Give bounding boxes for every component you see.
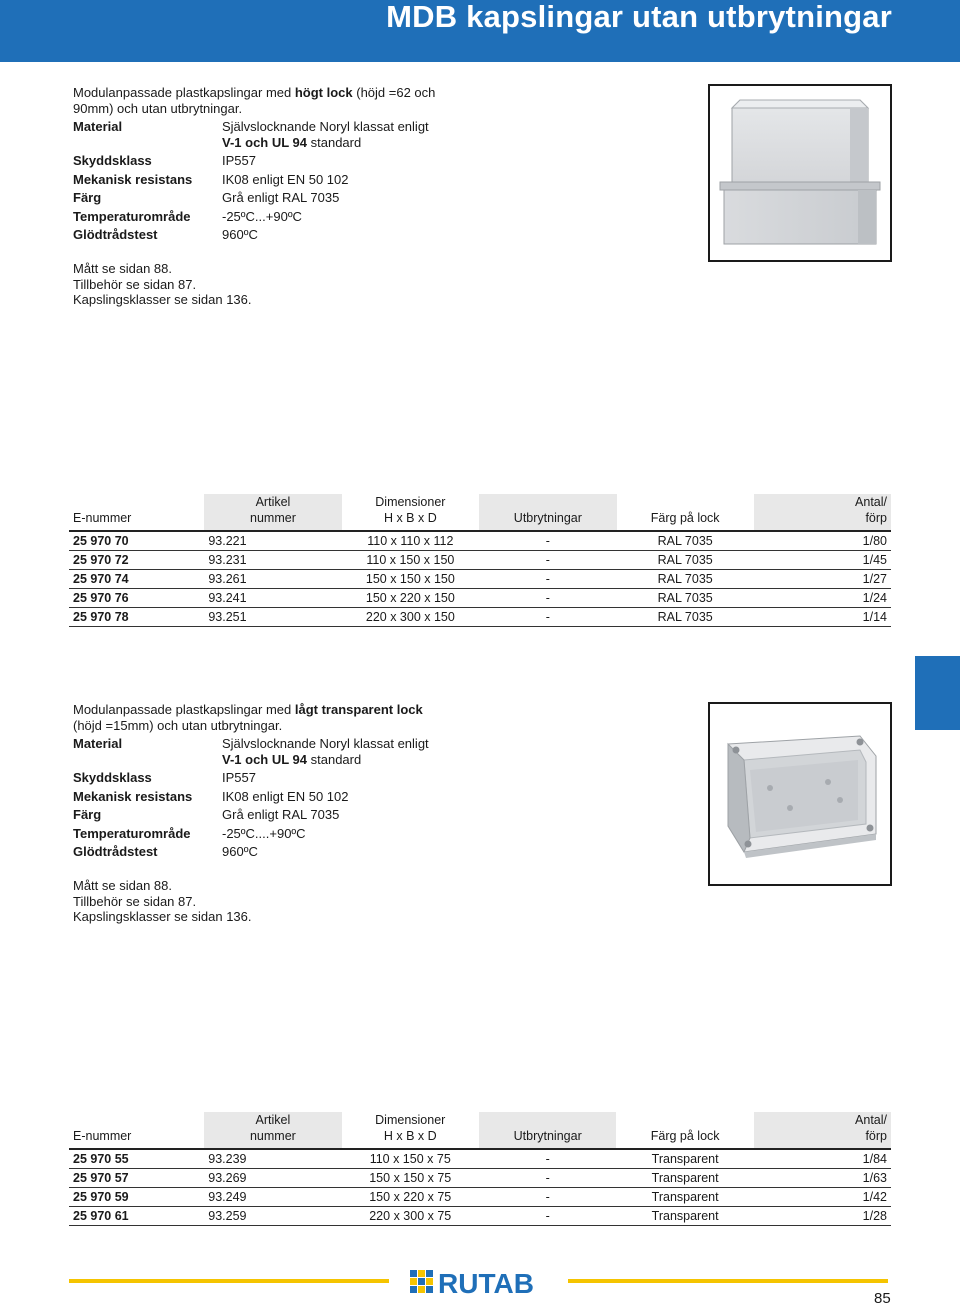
table-row	[69, 1188, 891, 1207]
footer-rule-left	[69, 1279, 389, 1283]
cell-e-nummer: 25 970 76	[69, 589, 204, 608]
cell-utbrytningar: -	[479, 551, 616, 570]
cell-farg: Transparent	[616, 1207, 753, 1226]
page-number: 85	[874, 1290, 891, 1307]
spec-value-line: Självslocknande Noryl klassat enligt	[222, 119, 429, 134]
spec-label: Mekanisk resistans	[73, 171, 193, 187]
spec-value: 960ºC	[222, 227, 258, 242]
cell-e-nummer: 25 970 55	[69, 1149, 204, 1169]
col-header-dimensioner: Dimensioner H x B x D	[342, 1112, 479, 1149]
spec-row-temperatur	[73, 826, 473, 842]
table-row	[69, 589, 891, 608]
cell-antal: 1/84	[754, 1149, 891, 1169]
spec-value-bold: V-1 och UL 94	[222, 134, 308, 150]
col-header-utbrytningar: Utbrytningar	[479, 494, 616, 531]
cell-e-nummer: 25 970 59	[69, 1188, 204, 1207]
spec-row-glodtrad	[73, 844, 473, 860]
note-line: Kapslingsklasser se sidan 136.	[73, 909, 252, 924]
cell-dimensioner: 110 x 150 x 150	[342, 551, 480, 570]
table-row	[69, 1207, 891, 1226]
cell-utbrytningar: -	[479, 1149, 616, 1169]
intro-highlight: högt lock	[294, 85, 353, 100]
cell-artikel: 93.221	[204, 531, 341, 551]
spec-row-material	[73, 736, 473, 767]
cell-farg: RAL 7035	[617, 531, 754, 551]
col-header-artikel: Artikel nummer	[204, 1112, 341, 1149]
svg-text:RUTAB: RUTAB	[438, 1268, 534, 1297]
table-row	[69, 570, 891, 589]
cell-e-nummer: 25 970 61	[69, 1207, 204, 1226]
cell-farg: Transparent	[616, 1169, 753, 1188]
cell-artikel: 93.251	[204, 608, 341, 627]
cell-e-nummer: 25 970 70	[69, 531, 204, 551]
enclosure-low-lid-illustration	[710, 704, 890, 884]
spec-row-mekanisk	[73, 172, 473, 188]
spec-value: IP557	[222, 770, 256, 785]
product-image-low-lid	[708, 702, 892, 886]
cell-utbrytningar: -	[479, 589, 616, 608]
spec-value: IK08 enligt EN 50 102	[222, 171, 349, 187]
note-line: Mått se sidan 88.	[73, 878, 172, 893]
table-row	[69, 551, 891, 570]
spec-label: Material	[73, 119, 123, 134]
spec-label: Material	[73, 736, 123, 751]
spec-value: IK08 enligt EN 50 102	[222, 788, 349, 804]
spec-value-line: Självslocknande Noryl klassat enligt	[222, 736, 429, 751]
cell-antal: 1/24	[754, 589, 891, 608]
cell-antal: 1/42	[754, 1188, 891, 1207]
cell-dimensioner: 110 x 150 x 75	[342, 1149, 479, 1169]
spec-row-glodtrad	[73, 227, 473, 243]
cell-artikel: 93.249	[204, 1188, 341, 1207]
cell-farg: RAL 7035	[617, 570, 754, 589]
spec-label: Mekanisk resistans	[73, 788, 193, 804]
cell-e-nummer: 25 970 74	[69, 570, 204, 589]
cell-e-nummer: 25 970 57	[69, 1169, 204, 1188]
col-header-antal: Antal/ förp	[754, 494, 891, 531]
cell-utbrytningar: -	[479, 570, 616, 589]
spec-row-farg	[73, 190, 473, 206]
spec-label: Skyddsklass	[73, 153, 152, 168]
rutab-logo	[410, 1267, 550, 1297]
cell-utbrytningar: -	[479, 531, 616, 551]
spec-row-skyddsklass	[73, 153, 473, 169]
cell-farg: Transparent	[616, 1149, 753, 1169]
cell-dimensioner: 150 x 150 x 75	[342, 1169, 479, 1188]
table-row	[69, 1169, 891, 1188]
spec-label: Färg	[73, 190, 102, 205]
intro-highlight: lågt transparent lock	[294, 702, 423, 717]
section1-specs	[73, 119, 473, 246]
intro-text: Modulanpassade plastkapslingar med	[73, 702, 295, 717]
col-header-dimensioner: Dimensioner H x B x D	[342, 494, 480, 531]
col-header-farg: Färg på lock	[617, 494, 754, 531]
table-row	[69, 1149, 891, 1169]
spec-value: -25ºC....+90ºC	[222, 825, 306, 841]
product-table-low-lid	[69, 1112, 891, 1226]
spec-value	[222, 119, 473, 150]
spec-label: Temperaturområde	[73, 208, 191, 224]
spec-label: Glödtrådstest	[73, 227, 158, 242]
cell-antal: 1/80	[754, 531, 891, 551]
spec-row-material	[73, 119, 473, 150]
cell-dimensioner: 150 x 220 x 75	[342, 1188, 479, 1207]
cell-dimensioner: 220 x 300 x 75	[342, 1207, 479, 1226]
enclosure-high-lid-illustration	[710, 86, 890, 260]
spec-label: Färg	[73, 807, 102, 822]
spec-label: Skyddsklass	[73, 770, 152, 785]
spec-value: IP557	[222, 153, 256, 168]
cell-antal: 1/28	[754, 1207, 891, 1226]
cell-antal: 1/14	[754, 608, 891, 627]
cell-dimensioner: 150 x 150 x 150	[342, 570, 480, 589]
cell-utbrytningar: -	[479, 1207, 616, 1226]
cell-farg: RAL 7035	[617, 551, 754, 570]
cell-antal: 1/45	[754, 551, 891, 570]
intro-text: Modulanpassade plastkapslingar med	[73, 85, 295, 100]
cell-farg: RAL 7035	[617, 608, 754, 627]
cell-e-nummer: 25 970 72	[69, 551, 204, 570]
spec-value: 960ºC	[222, 844, 258, 859]
cell-utbrytningar: -	[479, 1169, 616, 1188]
col-header-e-nummer: E-nummer	[69, 1112, 204, 1149]
product-image-high-lid	[708, 84, 892, 262]
note-line: Tillbehör se sidan 87.	[73, 276, 197, 292]
product-table-high-lid	[69, 494, 891, 627]
col-header-artikel: Artikel nummer	[204, 494, 341, 531]
cell-farg: Transparent	[616, 1188, 753, 1207]
spec-label: Glödtrådstest	[73, 844, 158, 859]
side-tab-marker	[915, 656, 960, 730]
cell-artikel: 93.241	[204, 589, 341, 608]
section2-notes	[73, 878, 252, 925]
spec-row-mekanisk	[73, 789, 473, 805]
table-header-row	[69, 1112, 891, 1149]
section2-intro	[73, 702, 453, 733]
note-line: Kapslingsklasser se sidan 136.	[73, 292, 252, 307]
spec-row-skyddsklass	[73, 770, 473, 786]
table-header-row	[69, 494, 891, 531]
intro-text-end: (höjd =15mm) och utan utbrytningar.	[73, 717, 283, 733]
cell-utbrytningar: -	[479, 1188, 616, 1207]
note-line: Mått se sidan 88.	[73, 261, 172, 276]
cell-dimensioner: 110 x 110 x 112	[342, 531, 480, 551]
cell-dimensioner: 150 x 220 x 150	[342, 589, 480, 608]
col-header-utbrytningar: Utbrytningar	[479, 1112, 616, 1149]
note-line: Tillbehör se sidan 87.	[73, 893, 197, 909]
table-row	[69, 531, 891, 551]
spec-value	[222, 736, 473, 767]
spec-value-bold: V-1 och UL 94	[222, 751, 308, 767]
spec-value-rest: standard	[307, 134, 362, 150]
spec-row-temperatur	[73, 209, 473, 225]
spec-value: Grå enligt RAL 7035	[222, 190, 340, 205]
cell-artikel: 93.259	[204, 1207, 341, 1226]
table-row	[69, 608, 891, 627]
footer-rule-right	[568, 1279, 888, 1283]
cell-antal: 1/27	[754, 570, 891, 589]
col-header-farg: Färg på lock	[616, 1112, 753, 1149]
cell-antal: 1/63	[754, 1169, 891, 1188]
section1-intro	[73, 85, 453, 116]
cell-artikel: 93.269	[204, 1169, 341, 1188]
cell-artikel: 93.261	[204, 570, 341, 589]
spec-row-farg	[73, 807, 473, 823]
page-title: MDB kapslingar utan utbrytningar	[386, 0, 892, 34]
section1-notes	[73, 261, 252, 308]
cell-artikel: 93.239	[204, 1149, 341, 1169]
cell-farg: RAL 7035	[617, 589, 754, 608]
col-header-antal: Antal/ förp	[754, 1112, 891, 1149]
cell-e-nummer: 25 970 78	[69, 608, 204, 627]
cell-dimensioner: 220 x 300 x 150	[342, 608, 480, 627]
cell-utbrytningar: -	[479, 608, 616, 627]
page-header	[0, 0, 960, 62]
rutab-logo-mark	[410, 1267, 550, 1297]
spec-label: Temperaturområde	[73, 825, 191, 841]
cell-artikel: 93.231	[204, 551, 341, 570]
intro-text-end: (höjd =62 och 90mm) och utan utbrytningar.	[73, 85, 436, 116]
spec-value: -25ºC...+90ºC	[222, 208, 302, 224]
spec-value: Grå enligt RAL 7035	[222, 807, 340, 822]
col-header-e-nummer: E-nummer	[69, 494, 204, 531]
spec-value-rest: standard	[307, 751, 362, 767]
section2-specs	[73, 736, 473, 863]
